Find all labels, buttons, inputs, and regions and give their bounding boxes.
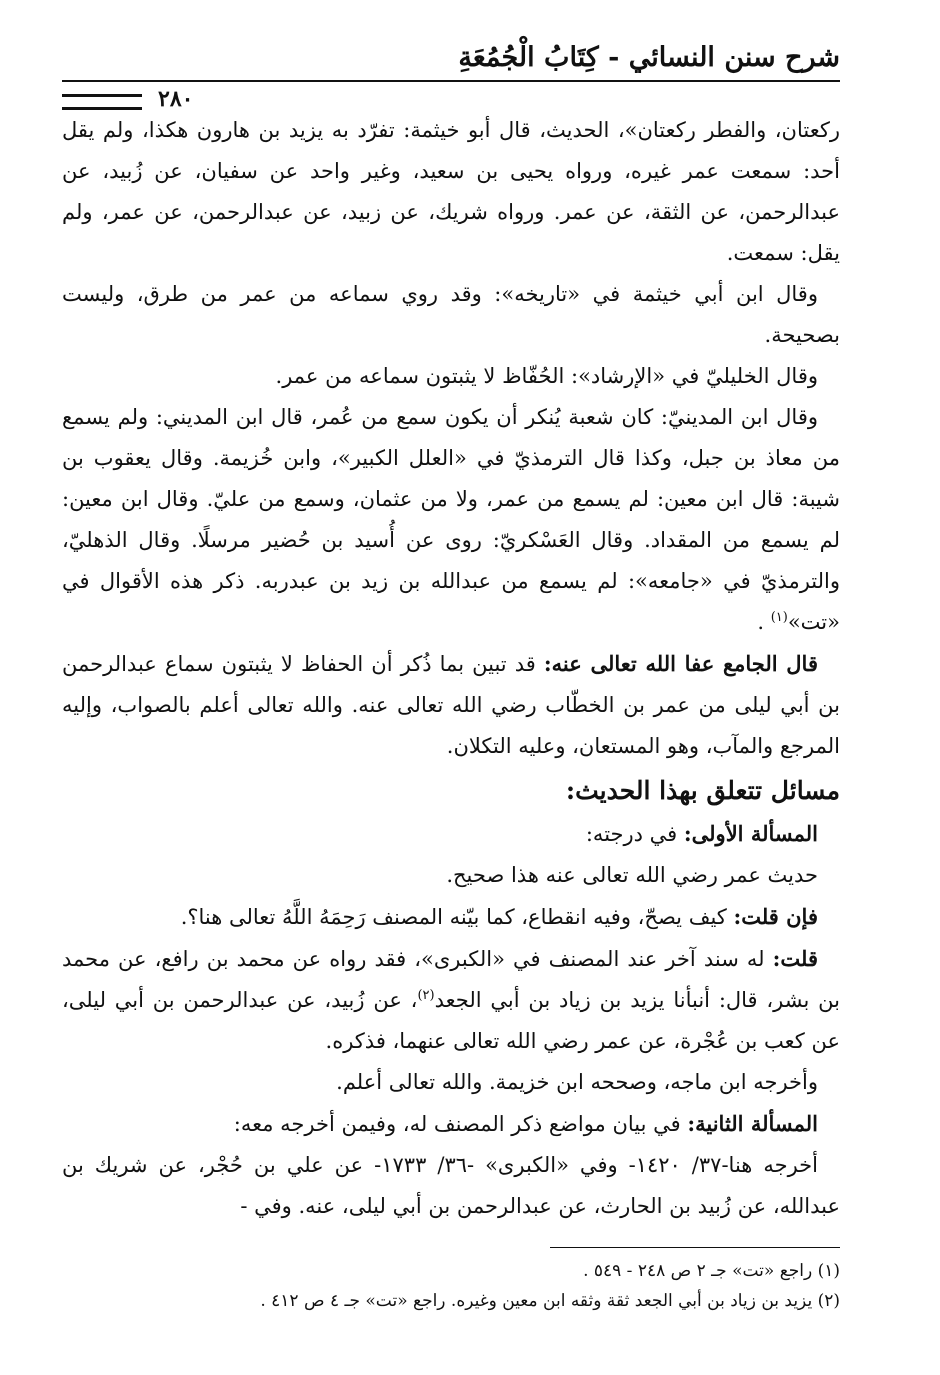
compiler-text: قد تبين بما ذُكر أن الحفاظ لا يثبتون سماع عبدالرحمن بن أبي ليلى من عمر بن الخطّاب رضي الله تعالى عنه. والله تعالى أعلم بالصواب، وإليه المرجع والمآب، وهو المستعان، وعليه التكلان. — [62, 652, 840, 758]
answer-text: له سند آخر عند المصنف في «الكبرى»، فقد رواه عن محمد بن رافع، عن محمد بن بشر، قال: أنبأنا يزيد بن زياد بن أبي الجعد — [62, 947, 840, 1012]
running-header — [62, 30, 840, 110]
header-double-rule — [62, 94, 142, 110]
paragraph: وقال الخليليّ في «الإرشاد»: الحُفّاظ لا يثبتون سماعه من عمر. — [275, 364, 818, 388]
question-label: فإن قلت: — [733, 904, 818, 929]
page-number: ٢٨٠ — [152, 86, 199, 112]
compiler-note — [62, 643, 840, 767]
footnote-separator — [550, 1247, 840, 1248]
footnote-ref-2[interactable]: (٢) — [417, 988, 435, 1003]
book-page — [62, 30, 840, 1316]
footnote-1: (١) راجع «تت» جـ ٢ ص ٢٤٨ - ٥٤٩ . — [583, 1261, 840, 1281]
question-text: كيف يصحّ، وفيه انقطاع، كما بيّنه المصنف رَحِمَهُ اللَّهُ تعالى هنا؟. — [180, 905, 734, 929]
paragraph: ركعتان، والفطر ركعتان»، الحديث، قال أبو خيثمة: تفرّد به يزيد بن هارون هكذا، ولم يقل أحد: سمعت عمر غيره، ورواه يحيى بن سعيد، وغير واحد عن سفيان، عن زُبيد، عن عبدالرحمن، عن الثقة، عن عمر. ورواه شريك، عن زبيد، عن عبدالرحمن، عن عمر، ولم يقل: سمعت. — [62, 118, 840, 265]
answer — [62, 938, 840, 1062]
paragraph — [62, 397, 840, 643]
answer-text-cont: ، عن زُبيد، عن عبدالرحمن بن أبي ليلى، عن كعب بن عُجْرة، عن عمر رضي الله تعالى عنهما، فذكره. — [62, 988, 840, 1053]
paragraph: أخرجه هنا-٣٧/ ١٤٢٠- وفي «الكبرى» -٣٦/ ١٧٣٣- عن علي بن حُجْر، عن شريك بن عبدالله، عن زُبيد بن الحارث، عن عبدالرحمن بن أبي ليلى، عنه. وفي - — [62, 1153, 840, 1218]
paragraph-end: . — [757, 610, 771, 634]
question — [62, 896, 840, 938]
issue-one-label: المسألة الأولى: — [683, 821, 818, 846]
issue-two-label: المسألة الثانية: — [687, 1111, 818, 1136]
answer-label: قلت: — [772, 946, 818, 971]
section-heading: مسائل تتعلق بهذا الحديث: — [565, 776, 840, 805]
footnote-2: (٢) يزيد بن زياد بن أبي الجعد ثقة وثقه ابن معين وغيره. راجع «تت» جـ ٤ ص ٤١٢ . — [260, 1291, 840, 1311]
issue-one — [62, 813, 840, 855]
issue-two — [62, 1103, 840, 1145]
main-text — [62, 110, 840, 1227]
paragraph: وأخرجه ابن ماجه، وصححه ابن خزيمة. والله تعالى أعلم. — [336, 1070, 818, 1094]
header-rule — [62, 80, 840, 82]
footnotes — [62, 1256, 840, 1316]
footnote-ref-1[interactable]: (١) — [770, 610, 788, 625]
issue-one-title: في درجته: — [585, 822, 684, 846]
header-title: شرح سنن النسائي - كِتَابُ الْجُمُعَةِ — [458, 42, 840, 73]
paragraph: حديث عمر رضي الله تعالى عنه هذا صحيح. — [446, 863, 818, 887]
compiler-label: قال الجامع عفا الله تعالى عنه: — [543, 651, 818, 676]
issue-two-title: في بيان مواضع ذكر المصنف له، وفيمن أخرجه معه: — [233, 1112, 688, 1136]
paragraph: وقال ابن أبي خيثمة في «تاريخه»: وقد روي سماعه من عمر من طرق، وليست بصحيحة. — [62, 282, 840, 347]
paragraph-text: وقال ابن المدينيّ: كان شعبة يُنكر أن يكون سمع من عُمر، قال ابن المديني: ولم يسمع من معاذ بن جبل، وكذا قال الترمذيّ في «العلل الكبير»، وابن خُزيمة. وقال يعقوب بن شيبة: قال ابن معين: لم يسمع من عمر، ولا من عثمان، وسمع من عليّ. وقال ابن معين: لم يسمع من المقداد. وقال العَسْكريّ: روى عن أُسيد بن حُضير مرسلًا. وقال الذهليّ، والترمذيّ في «جامعه»: لم يسمع من عبدالله بن زيد بن عبدربه. ذكر هذه الأقوال في «تت» — [62, 405, 840, 634]
